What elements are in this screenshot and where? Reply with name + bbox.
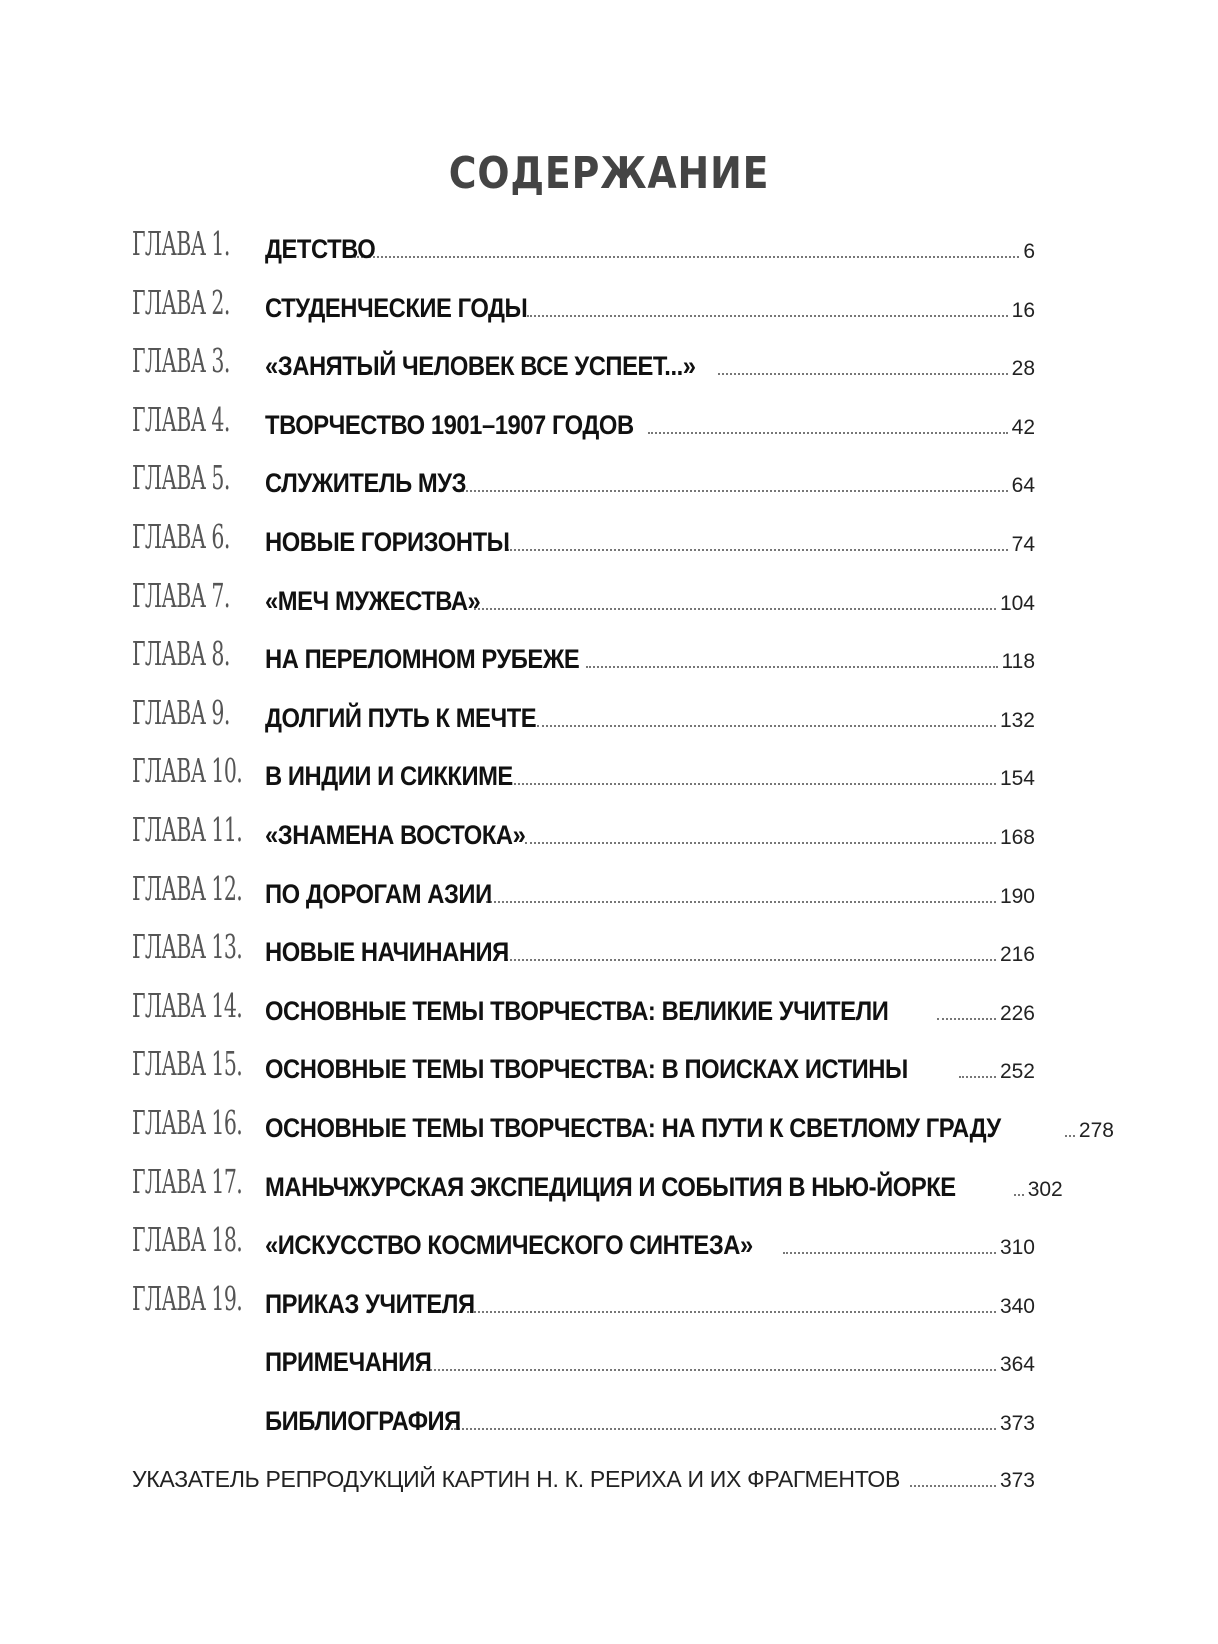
toc-entry — [265, 1406, 1035, 1437]
chapter-number: ГЛАВА 12. — [132, 868, 243, 908]
chapter-number: ГЛАВА 9. — [132, 692, 230, 732]
toc-row[interactable] — [0, 1335, 1218, 1393]
dot-leader — [486, 901, 996, 903]
chapter-title: БИБЛИОГРАФИЯ — [265, 1406, 461, 1436]
dot-leader — [467, 1311, 996, 1313]
toc-entry — [265, 937, 1035, 968]
chapter-title: НА ПЕРЕЛОМНОМ РУБЕЖЕ — [265, 644, 580, 675]
chapter-number: ГЛАВА 1. — [132, 224, 230, 263]
chapter-number: ГЛАВА 18. — [132, 1220, 243, 1260]
toc-row[interactable] — [0, 632, 1218, 690]
page-number: 373 — [999, 1412, 1035, 1435]
chapter-title: ДОЛГИЙ ПУТЬ К МЕЧТЕ — [265, 702, 537, 733]
toc-row[interactable] — [0, 867, 1218, 925]
chapter-number: ГЛАВА 2. — [132, 282, 230, 322]
chapter-number: ГЛАВА 5. — [132, 458, 230, 498]
dot-leader — [783, 1252, 996, 1254]
toc-row[interactable] — [0, 281, 1218, 339]
dot-leader — [910, 1485, 996, 1487]
chapter-number: ГЛАВА 16. — [132, 1103, 243, 1142]
page-title: СОДЕРЖАНИЕ — [448, 148, 770, 199]
toc-row[interactable] — [0, 925, 1218, 983]
dot-leader — [718, 373, 1008, 375]
chapter-title: ОСНОВНЫЕ ТЕМЫ ТВОРЧЕСТВА: В ПОИСКАХ ИСТИНЫ — [265, 1054, 908, 1085]
chapter-number: ГЛАВА 17. — [132, 1161, 243, 1201]
toc-row[interactable] — [0, 1277, 1218, 1335]
page-number: 340 — [999, 1294, 1035, 1318]
toc-row[interactable] — [0, 515, 1218, 573]
toc-entry — [265, 468, 1035, 499]
toc-row[interactable] — [0, 1160, 1218, 1218]
chapter-number: ГЛАВА 3. — [132, 341, 230, 381]
toc-entry — [265, 820, 1035, 851]
chapter-title: «ИСКУССТВО КОСМИЧЕСКОГО СИНТЕЗА» — [265, 1230, 753, 1261]
toc-entry — [265, 527, 1035, 558]
chapter-number: ГЛАВА 15. — [132, 1044, 243, 1084]
page-number: 190 — [999, 884, 1035, 908]
toc-row[interactable] — [0, 222, 1218, 280]
chapter-number: ГЛАВА 7. — [132, 575, 230, 615]
toc-entry — [265, 1171, 1063, 1203]
page-number: 154 — [999, 767, 1035, 791]
page-number: 302 — [1027, 1177, 1063, 1201]
chapter-title: НОВЫЕ НАЧИНАНИЯ — [265, 937, 509, 968]
toc-row[interactable] — [0, 456, 1218, 514]
page-number: 278 — [1078, 1119, 1114, 1142]
chapter-number: ГЛАВА 19. — [132, 1278, 243, 1318]
chapter-number: ГЛАВА 10. — [132, 751, 243, 791]
dot-leader — [510, 783, 996, 785]
toc-entry — [265, 879, 1035, 910]
chapter-number: ГЛАВА 14. — [132, 985, 243, 1025]
dot-leader — [527, 315, 1008, 317]
chapter-title: «МЕЧ МУЖЕСТВА» — [265, 585, 481, 616]
dot-leader — [418, 1369, 996, 1371]
page-number: 226 — [999, 1001, 1035, 1025]
index-entry-page: 373 — [999, 1469, 1035, 1492]
toc-row[interactable] — [0, 339, 1218, 397]
dot-leader — [1014, 1194, 1024, 1196]
dot-leader — [354, 256, 1019, 258]
toc-entry — [265, 761, 1035, 792]
chapter-title: «ЗНАМЕНА ВОСТОКА» — [265, 820, 526, 850]
chapter-title: В ИНДИИ И СИККИМЕ — [265, 761, 513, 792]
page-number: 16 — [1011, 298, 1035, 322]
dot-leader — [1065, 1135, 1075, 1137]
page-number: 104 — [999, 591, 1035, 615]
chapter-title: МАНЬЧЖУРСКАЯ ЭКСПЕДИЦИЯ И СОБЫТИЯ В НЬЮ-ЙОРКЕ — [265, 1171, 956, 1202]
chapter-title: ПРИКАЗ УЧИТЕЛЯ — [265, 1288, 475, 1319]
chapter-title: ТВОРЧЕСТВО 1901–1907 ГОДОВ — [265, 409, 634, 440]
dot-leader — [451, 1428, 996, 1430]
toc-entry — [265, 1289, 1035, 1320]
toc-row[interactable] — [0, 1218, 1218, 1276]
dot-leader — [506, 959, 996, 961]
toc-row[interactable] — [0, 398, 1218, 456]
toc-row[interactable] — [0, 749, 1218, 807]
page-number: 216 — [999, 943, 1035, 967]
dot-leader — [457, 490, 1007, 492]
dot-leader — [959, 1076, 996, 1078]
dot-leader — [525, 842, 996, 844]
chapter-title: ПРИМЕЧАНИЯ — [265, 1347, 432, 1378]
page-number: 42 — [1011, 415, 1035, 439]
toc-entry — [265, 586, 1035, 617]
chapter-title: СТУДЕНЧЕСКИЕ ГОДЫ — [265, 292, 528, 323]
toc-entry — [265, 351, 1035, 382]
dot-leader — [537, 725, 996, 727]
toc-row[interactable] — [0, 574, 1218, 632]
toc-row[interactable] — [0, 1042, 1218, 1100]
toc-entry — [265, 703, 1035, 734]
chapter-number: ГЛАВА 6. — [132, 517, 230, 556]
dot-leader — [586, 666, 998, 668]
toc-row[interactable] — [0, 691, 1218, 749]
toc-row[interactable] — [0, 1394, 1218, 1452]
page-number: 74 — [1011, 533, 1035, 556]
chapter-title: НОВЫЕ ГОРИЗОНТЫ — [265, 527, 510, 557]
dot-leader — [474, 608, 996, 610]
chapter-number: ГЛАВА 13. — [132, 927, 243, 967]
page-number: 132 — [999, 708, 1035, 732]
toc-entry — [265, 293, 1035, 324]
toc-entry — [265, 1054, 1035, 1085]
page-number: 6 — [1023, 240, 1035, 263]
page-number: 64 — [1011, 474, 1035, 498]
toc-entry — [265, 234, 1035, 265]
page-number: 118 — [1001, 650, 1035, 674]
toc-entry — [265, 410, 1035, 441]
page-number: 28 — [1011, 357, 1035, 381]
chapter-title: СЛУЖИТЕЛЬ МУЗ — [265, 468, 467, 499]
toc-entry — [265, 1113, 1114, 1144]
index-entry-title: УКАЗАТЕЛЬ РЕПРОДУКЦИЙ КАРТИН Н. К. РЕРИХА И ИХ ФРАГМЕНТОВ — [132, 1466, 901, 1492]
toc-entry — [265, 996, 1035, 1027]
page-number: 252 — [999, 1060, 1035, 1084]
chapter-title: ОСНОВНЫЕ ТЕМЫ ТВОРЧЕСТВА: ВЕЛИКИЕ УЧИТЕЛИ — [265, 995, 889, 1026]
chapter-number: ГЛАВА 11. — [132, 810, 243, 849]
toc-entry — [265, 644, 1035, 675]
chapter-title: ОСНОВНЫЕ ТЕМЫ ТВОРЧЕСТВА: НА ПУТИ К СВЕТЛОМУ ГРАДУ — [265, 1113, 1001, 1143]
chapter-number: ГЛАВА 8. — [132, 634, 230, 674]
index-entry[interactable] — [132, 1466, 1035, 1493]
page-number: 364 — [999, 1353, 1035, 1377]
page-number: 168 — [999, 826, 1035, 849]
toc-row[interactable] — [0, 984, 1218, 1042]
toc-entry — [265, 1347, 1035, 1378]
page-number: 310 — [999, 1236, 1035, 1260]
toc-row[interactable] — [0, 808, 1218, 866]
toc-row[interactable] — [0, 1101, 1218, 1159]
chapter-number: ГЛАВА 4. — [132, 399, 230, 439]
dot-leader — [648, 432, 1008, 434]
toc-entry — [265, 1230, 1035, 1261]
chapter-title: ПО ДОРОГАМ АЗИИ — [265, 878, 492, 909]
chapter-title: «ЗАНЯТЫЙ ЧЕЛОВЕК ВСЕ УСПЕЕТ...» — [265, 351, 696, 382]
dot-leader — [507, 549, 1008, 551]
dot-leader — [937, 1018, 996, 1020]
chapter-title: ДЕТСТВО — [265, 234, 376, 264]
